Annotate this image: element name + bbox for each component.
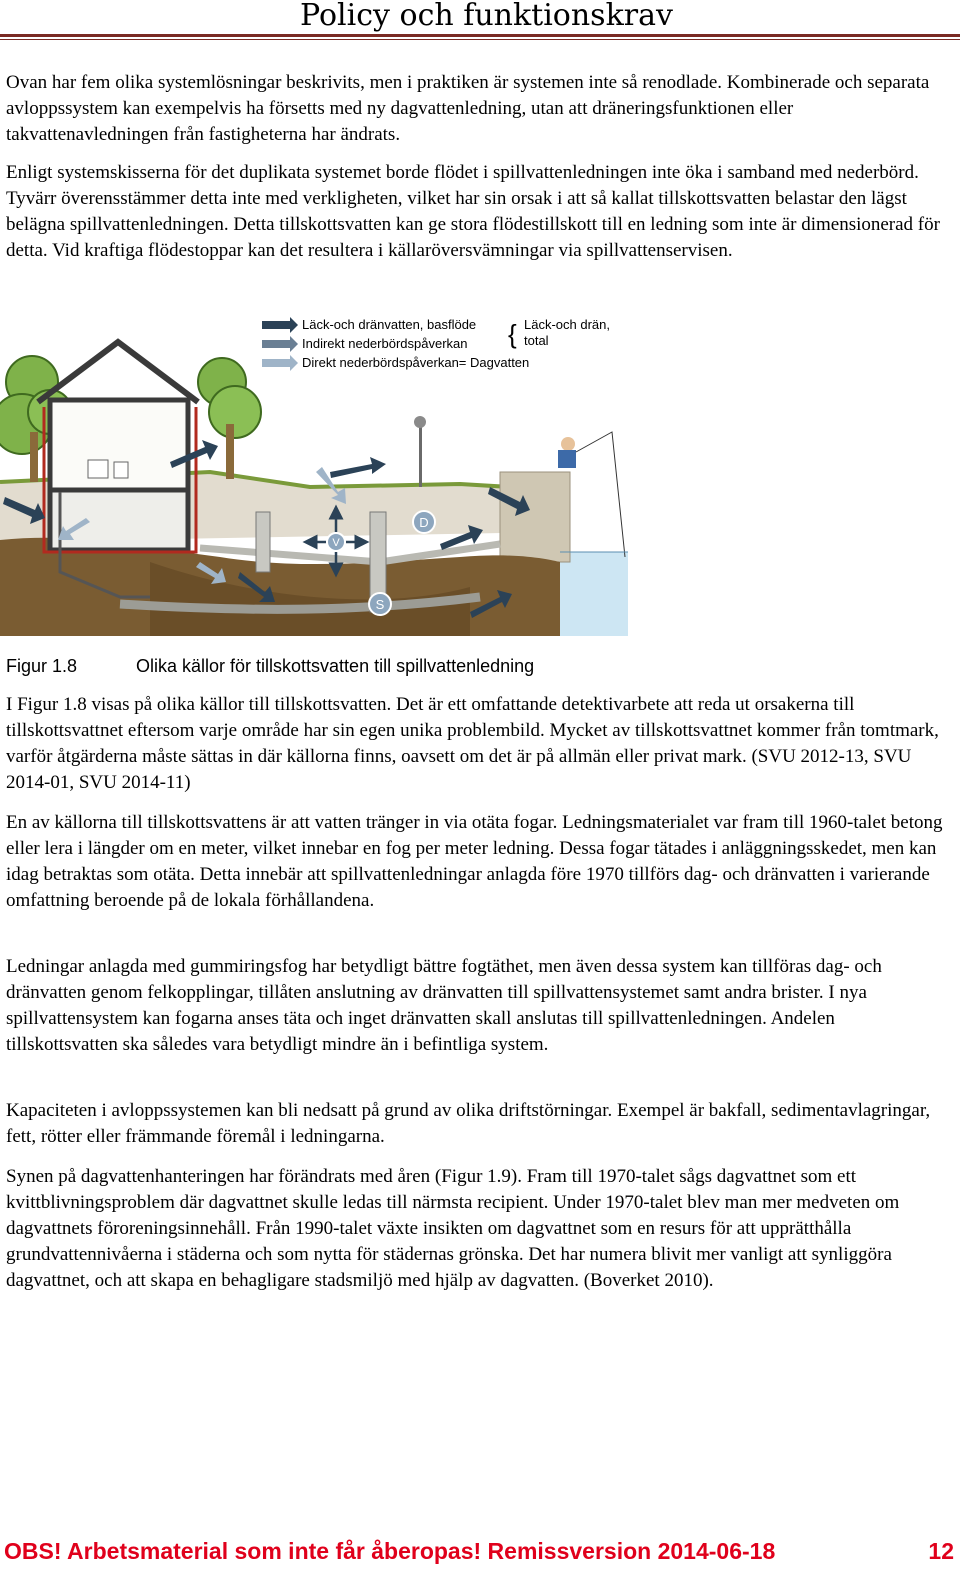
legend-arrow-light	[262, 355, 298, 371]
legend-total-line1: Läck-och drän,	[524, 317, 610, 332]
legend-label-2: Indirekt nederbördspåverkan	[302, 336, 468, 351]
label-s: S	[375, 597, 385, 612]
quay-wall	[500, 472, 570, 562]
lake-water	[560, 552, 628, 636]
label-v: V	[332, 537, 340, 549]
header-rule-thin	[0, 39, 960, 40]
footer-text: OBS! Arbetsmaterial som inte får åberopas! Remissversion 2014-06-18	[4, 1538, 776, 1564]
label-d: D	[419, 515, 429, 530]
paragraph-3: I Figur 1.8 visas på olika källor till tillskottsvatten. Det är ett omfattande detektivarbete att reda ut orsakerna till tillskottsvattnet eftersom varje område har sin egen unika problembild. Mycket av tillskottsvattnet kommer från tomtmark, varför åtgärderna måste sättas in där källorna finns, oavsett om det är på allmän eller privat mark. (SVU 2012-13, SVU 2014-01, SVU 2014-11)	[6, 694, 939, 793]
manhole-left	[256, 512, 270, 572]
label-v-marker	[327, 533, 345, 551]
label-s-marker	[369, 593, 391, 615]
legend-arrow-dark	[262, 317, 298, 333]
page-header-title: Policy och funktionskrav	[300, 0, 673, 33]
label-d-marker	[413, 511, 435, 533]
paragraph-2: Enligt systemskisserna för det duplikata systemet borde flödet i spillvattenledningen inte öka i samband med nederbörd. Tyvärr överensstämmer detta inte med verkligheten, vilket har sin orsak i att så kallat tillskottsvatten belastar den lägst belägna spillvattenledningen. Detta tillskottsvatten kan ge stora flödestillskott till en ledning som inte är dimensionerad för detta. Vid kraftiga flödestoppar kan det resultera i källaröversvämningar via spillvattenservisen.	[6, 162, 940, 261]
page-number: 12	[928, 1538, 954, 1564]
paragraph-1: Ovan har fem olika systemlösningar beskrivits, men i praktiken är systemen inte så renodlade. Kombinerade och separata avloppssystem kan exempelvis ha försetts med ny dagvattenledning, utan att dräneringsfunktionen eller takvattenavledningen från fastigheterna har ändrats.	[6, 72, 930, 145]
caption-text: Olika källor för tillskottsvatten till spillvattenledning	[136, 656, 535, 676]
tree-right	[198, 358, 261, 479]
legend-label-3: Direkt nederbördspåverkan= Dagvatten	[302, 355, 530, 370]
paragraph-6: Kapaciteten i avloppssystemen kan bli nedsatt på grund av olika driftstörningar. Exempel är bakfall, sedimentavlagringar, fett, rötter eller främmande föremål i ledningarna.	[6, 1100, 931, 1147]
paragraph-4: En av källorna till tillskottsvattens är att vatten tränger in via otäta fogar. Ledningsmaterialet var fram till 1960-talet betong eller lera i längder om en meter, vilket innebar en fog per meter ledning. Dessa fogar tätades i anläggningsskedet, men kan idag betraktas som otäta. Detta innebär att spillvattenledningar anlagda före 1970 tillförs dag- och dränvatten i varierande omfattning beroende på de lokala förhållandena.	[6, 812, 943, 911]
caption-number: Figur 1.8	[6, 656, 78, 676]
figure-1-8	[0, 312, 640, 636]
figure-illustration	[0, 312, 640, 636]
paragraph-7: Synen på dagvattenhanteringen har förändrats med åren (Figur 1.9). Fram till 1970-talet sågs dagvattnet som ett kvittblivningsproblem där dagvattnet skulle ledas till närmsta recipient. Under 1970-talet blev man mer medveten om dagvattnets föroreningsinnehåll. Från 1990-talet växte insikten om dagvattnet som en resurs för att upprätthålla grundvattennivåerna i städerna och som nytta för städernas grönska. Det har numera blivit mer vanligt att synliggöra dagvattnet, och att skapa en behagligare stadsmiljö med hjälp av dagvatten. (Boverket 2010).	[6, 1166, 900, 1291]
page-footer	[4, 1538, 954, 1565]
street-lamp	[414, 416, 426, 487]
legend-brace: {	[508, 319, 517, 349]
header-rule-thick	[0, 34, 960, 37]
legend-label-1: Läck-och dränvatten, basflöde	[302, 317, 477, 332]
legend-total-line2: total	[524, 333, 549, 348]
figure-caption	[6, 656, 534, 677]
paragraph-5: Ledningar anlagda med gummiringsfog har betydligt bättre fogtäthet, men även dessa system kan tillföras dag- och dränvatten genom felkopplingar, tillåten anslutning av dränvatten till spillvattensystemet samt andra brister. I nya spillvattensystem kan fogarna anses täta och inget dränvatten skall anslutas till spillvattenledningen. Andelen tillskottsvatten ska således vara betydligt mindre än i befintliga system.	[6, 956, 882, 1055]
legend-arrow-medium	[262, 336, 298, 352]
